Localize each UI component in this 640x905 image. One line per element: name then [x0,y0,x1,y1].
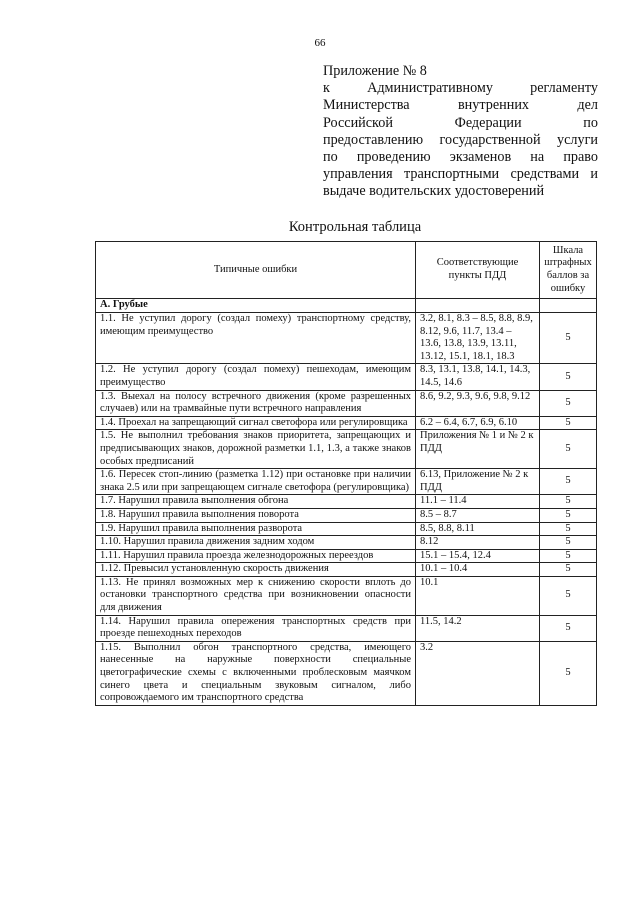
error-description: 1.5. Не выполнил требования знаков приоритета, запрещающих и предписывающих знаков, дорожной разметки 1.1, 1.3, а также знаков особых предписаний [96,430,416,469]
error-description: 1.6. Пересек стоп-линию (разметка 1.12) при остановке при наличии знака 2.5 или при запрещающем сигнале светофора (регулировщика) [96,469,416,495]
table-title: Контрольная таблица [288,219,422,235]
penalty-score: 5 [540,576,597,615]
appendix-line: выдаче водительских удостоверений [323,183,545,200]
penalty-score: 5 [540,549,597,563]
error-description: 1.10. Нарушил правила движения задним ходом [96,536,416,550]
pdd-points: 10.1 [416,576,540,615]
pdd-points: Приложения № 1 и № 2 к ПДД [416,430,540,469]
error-description: 1.14. Нарушил правила опережения транспортных средств при проезде пешеходных переходов [96,615,416,641]
penalty-score: 5 [540,615,597,641]
header-pdd-points: Соответствующие пункты ПДД [416,242,540,299]
penalty-score: 5 [540,508,597,522]
table-row [96,576,597,615]
error-description: 1.7. Нарушил правила выполнения обгона [96,495,416,509]
penalty-score: 5 [540,430,597,469]
error-description: 1.13. Не принял возможных мер к снижению скорости вплоть до остановки транспортного средства при возникновении опасности для движения [96,576,416,615]
appendix-line: по проведению экзаменов на право [323,149,598,166]
table-row [96,536,597,550]
table-row [96,563,597,577]
appendix-header [323,63,598,201]
pdd-points: 10.1 – 10.4 [416,563,540,577]
penalty-score: 5 [540,313,597,364]
appendix-line: Приложение № 8 [323,63,427,79]
appendix-line: Российской Федерации по [323,114,598,131]
penalty-score: 5 [540,364,597,390]
penalty-score: 5 [540,469,597,495]
penalty-score: 5 [540,416,597,430]
table-row [96,508,597,522]
table-row [96,549,597,563]
error-description: 1.12. Превысил установленную скорость движения [96,563,416,577]
penalty-score: 5 [540,522,597,536]
error-description: 1.9. Нарушил правила выполнения разворота [96,522,416,536]
pdd-points: 6.2 – 6.4, 6.7, 6.9, 6.10 [416,416,540,430]
penalty-score: 5 [540,390,597,416]
section-a-label: А. Грубые [96,299,416,313]
header-penalty-scale: Шкала штрафных баллов за ошибку [540,242,597,299]
penalty-score: 5 [540,563,597,577]
error-description: 1.2. Не уступил дорогу (создал помеху) пешеходам, имеющим преимущество [96,364,416,390]
error-description: 1.8. Нарушил правила выполнения поворота [96,508,416,522]
section-a-empty-pdd [416,299,540,313]
pdd-points: 8.6, 9.2, 9.3, 9.6, 9.8, 9.12 [416,390,540,416]
table-row [96,522,597,536]
pdd-points: 3.2, 8.1, 8.3 – 8.5, 8.8, 8.9, 8.12, 9.6, 11.7, 13.4 – 13.6, 13.8, 13.9, 13.11, 13.12, 15.1, 18.1, 18.3 [416,313,540,364]
table-row [96,430,597,469]
pdd-points: 6.13, Приложение № 2 к ПДД [416,469,540,495]
error-description: 1.11. Нарушил правила проезда железнодорожных переездов [96,549,416,563]
header-typical-errors: Типичные ошибки [96,242,416,299]
table-row [96,416,597,430]
table-row [96,495,597,509]
pdd-points: 8.5 – 8.7 [416,508,540,522]
appendix-line: управления транспортными средствами и [323,166,598,183]
error-description: 1.15. Выполнил обгон транспортного средства, имеющего нанесенные на наружные поверхности специальные цветографические схемы с включенными проблесковым маячком синего цвета и специальным звуковым сигналом, либо сопровождаемого им транспортного средства [96,641,416,705]
pdd-points: 11.1 – 11.4 [416,495,540,509]
penalty-score: 5 [540,495,597,509]
error-description: 1.3. Выехал на полосу встречного движения (кроме разрешенных случаев) или на трамвайные пути встречного направления [96,390,416,416]
table-row [96,390,597,416]
pdd-points: 15.1 – 15.4, 12.4 [416,549,540,563]
table-row [96,641,597,705]
error-description: 1.1. Не уступил дорогу (создал помеху) транспортному средству, имеющим преимущество [96,313,416,364]
page-number: 66 [314,37,326,49]
penalty-score: 5 [540,536,597,550]
appendix-line: предоставлению государственной услуги [323,131,598,148]
appendix-line: к Административному регламенту [323,80,598,97]
table-row [96,615,597,641]
section-a-empty-score [540,299,597,313]
table-row [96,469,597,495]
pdd-points: 11.5, 14.2 [416,615,540,641]
table-row [96,313,597,364]
pdd-points: 3.2 [416,641,540,705]
table-row [96,364,597,390]
appendix-line: Министерства внутренних дел [323,97,598,114]
pdd-points: 8.3, 13.1, 13.8, 14.1, 14.3, 14.5, 14.6 [416,364,540,390]
control-table [95,241,597,706]
pdd-points: 8.5, 8.8, 8.11 [416,522,540,536]
penalty-score: 5 [540,641,597,705]
pdd-points: 8.12 [416,536,540,550]
error-description: 1.4. Проехал на запрещающий сигнал светофора или регулировщика [96,416,416,430]
